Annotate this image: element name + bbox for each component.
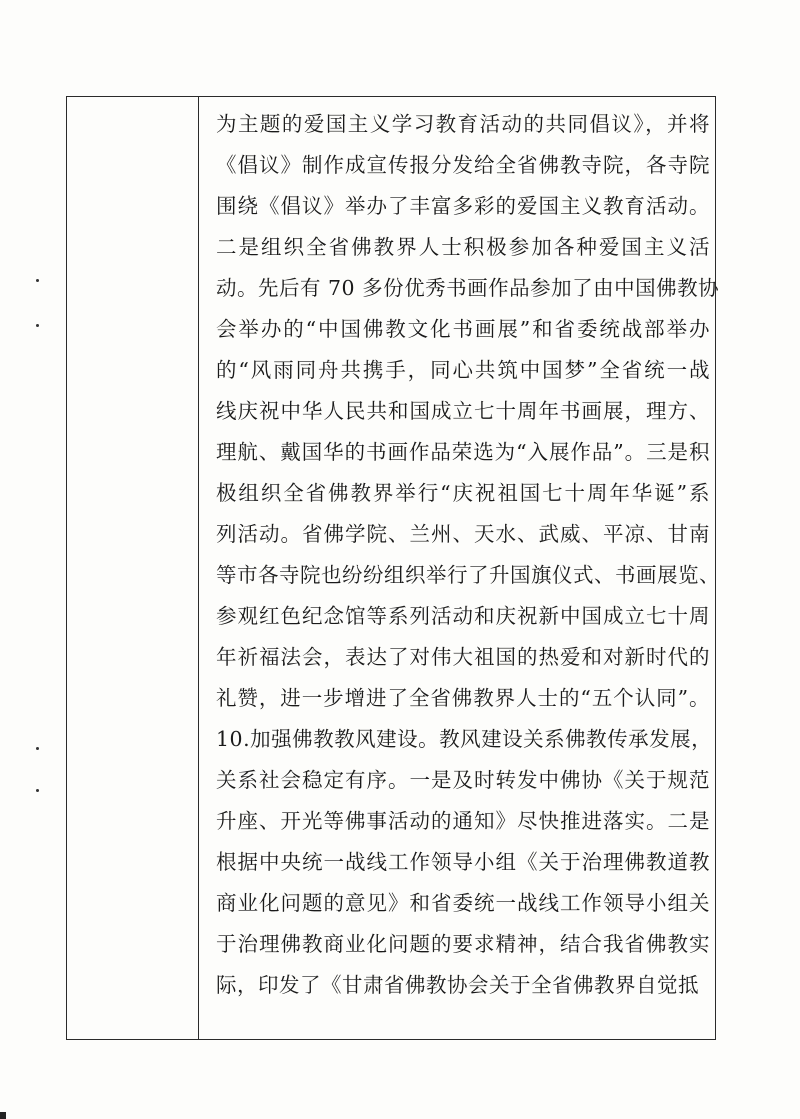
text-line: 线庆祝中华人民共和国成立七十周年书画展，理方、 xyxy=(216,399,710,423)
text-line: 于治理佛教商业化问题的要求精神，结合我省佛教实 xyxy=(216,932,710,956)
text-line: 等市各寺院也纷纷组织举行了升国旗仪式、书画展览、 xyxy=(216,563,720,587)
text-line: 礼赞，进一步增进了全省佛教界人士的“五个认同”。 xyxy=(216,686,710,710)
text-line: 参观红色纪念馆等系列活动和庆祝新中国成立七十周 xyxy=(216,604,710,628)
text-line: 为主题的爱国主义学习教育活动的共同倡议》，并将 xyxy=(216,112,710,136)
margin-mark xyxy=(36,747,39,750)
text-line: 升座、开光等佛事活动的通知》尽快推进落实。二是 xyxy=(216,809,710,833)
text-line: 商业化问题的意见》和省委统一战线工作领导小组关 xyxy=(216,891,710,915)
text-line: 的“风雨同舟共携手，同心共筑中国梦”全省统一战 xyxy=(216,358,710,382)
text-line: 会举办的“中国佛教文化书画展”和省委统战部举办 xyxy=(216,317,710,341)
text-line: 理航、戴国华的书画作品荣选为“入展作品”。三是积 xyxy=(216,440,710,464)
body-text-cell xyxy=(216,104,720,1006)
text-line: 根据中央统一战线工作领导小组《关于治理佛教道教 xyxy=(216,850,710,874)
margin-mark xyxy=(36,324,39,327)
margin-mark xyxy=(36,789,39,792)
text-line: 动。先后有 70 多份优秀书画作品参加了由中国佛教协 xyxy=(216,276,720,300)
text-line: 际，印发了《甘肃省佛教协会关于全省佛教界自觉抵 xyxy=(216,973,699,997)
text-line: 二是组织全省佛教界人士积极参加各种爱国主义活 xyxy=(216,235,710,259)
text-line: 年祈福法会，表达了对伟大祖国的热爱和对新时代的 xyxy=(216,645,710,669)
scan-corner-mark xyxy=(0,1112,6,1119)
text-line: 《倡议》制作成宣传报分发给全省佛教寺院，各寺院 xyxy=(216,153,710,177)
text-line: 极组织全省佛教界举行“庆祝祖国七十周年华诞”系 xyxy=(216,481,710,505)
text-line: 10.加强佛教教风建设。教风建设关系佛教传承发展， xyxy=(216,727,713,751)
column-divider xyxy=(198,96,199,1040)
text-line: 关系社会稳定有序。一是及时转发中佛协《关于规范 xyxy=(216,768,710,792)
text-line: 列活动。省佛学院、兰州、天水、武威、平凉、甘南 xyxy=(216,522,710,546)
text-line: 围绕《倡议》举办了丰富多彩的爱国主义教育活动。 xyxy=(216,194,710,218)
margin-mark xyxy=(36,279,39,282)
